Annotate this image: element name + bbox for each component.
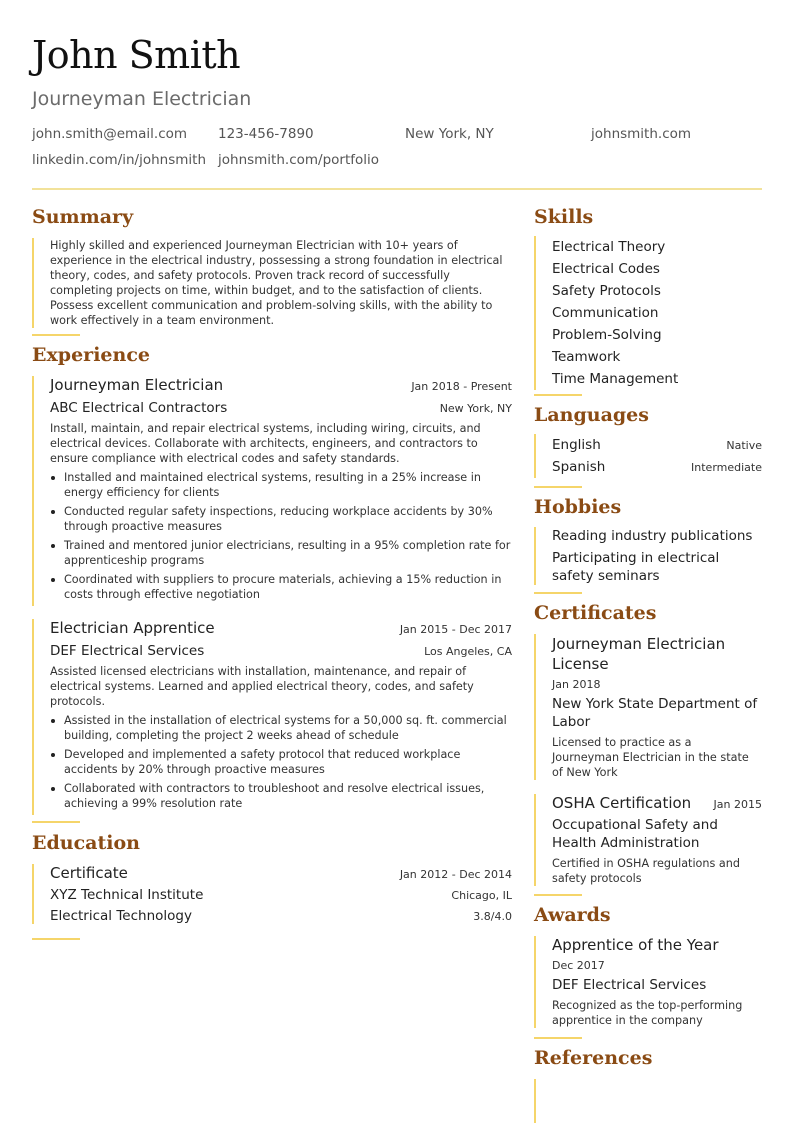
language-level: Native [726,439,762,452]
language-level: Intermediate [691,461,762,474]
contact-location: New York, NY [405,126,494,142]
job-2-dates: Jan 2015 - Dec 2017 [399,623,512,636]
award-date: Dec 2017 [552,959,605,972]
skills-heading: Skills [534,206,594,228]
experience-underline [32,821,80,823]
education-section [32,864,512,924]
job-1-location: New York, NY [439,402,512,415]
certificate-2-date: Jan 2015 [713,798,762,811]
contact-email[interactable]: john.smith@email.com [32,126,188,142]
certificates-underline [534,894,582,896]
job-1-description: Install, maintain, and repair electrical systems, including wiring, circuits, and electrical devices. Collaborate with architects, engineers, and contractors to ensure compliance with electrical codes and safety standards. [50,422,481,465]
job-1-dates: Jan 2018 - Present [411,380,512,393]
skill-item: Time Management [552,371,679,387]
experience-job-2 [32,619,512,815]
summary-heading: Summary [32,206,134,228]
skill-item: Communication [552,305,659,321]
summary-section [32,238,512,328]
awards-underline [534,1037,582,1039]
references-heading: References [534,1047,653,1069]
list-item: Assisted in the installation of electrical systems for a 50,000 sq. ft. commercial building, completing the project 2 weeks ahead of schedule [50,713,512,743]
education-heading: Education [32,832,140,854]
language-name: Spanish [552,459,606,475]
contact-portfolio[interactable]: johnsmith.com/portfolio [218,152,380,168]
skills-underline [534,394,582,396]
certificate-1-issuer: New York State Department of Labor [552,696,758,730]
job-1-company: ABC Electrical Contractors [50,400,228,416]
hobby-item: Participating in electrical safety seminars [552,550,720,584]
education-school: XYZ Technical Institute [50,887,204,903]
summary-text: Highly skilled and experienced Journeyman Electrician with 10+ years of experience in the electrical industry, possessing a strong foundation in electrical theory, codes, and safety protocols. Proven track record of successfully completing projects on time, within budget, and to the satisfaction of clients. Possess excellent communication and problem-solving skills, with the ability to work effectively in a team environment. [50,239,503,327]
languages-underline [534,486,582,488]
hobby-item: Reading industry publications [552,528,753,544]
certificate-2-issuer: Occupational Safety and Health Administration [552,817,718,851]
job-2-role: Electrician Apprentice [50,619,215,637]
experience-job-1 [32,376,512,606]
skill-item: Problem-Solving [552,327,662,343]
contact-phone[interactable]: 123-456-7890 [218,126,314,142]
skill-item: Electrical Theory [552,239,666,255]
header-divider [32,188,762,190]
award-description: Recognized as the top-performing apprentice in the company [552,999,743,1027]
candidate-name: John Smith [32,33,241,77]
list-item: Coordinated with suppliers to procure materials, achieving a 15% reduction in costs through effective negotiation [50,572,512,602]
certificate-2-description: Certified in OSHA regulations and safety protocols [552,857,740,885]
contact-linkedin[interactable]: linkedin.com/in/johnsmith [32,152,207,168]
hobbies-underline [534,592,582,594]
skill-item: Electrical Codes [552,261,660,277]
job-2-bullets [50,713,512,811]
education-field: Electrical Technology [50,908,192,924]
hobbies-section [534,527,762,585]
list-item: Collaborated with contractors to troubleshoot and resolve electrical issues, achieving a 99% resolution rate [50,781,512,811]
language-name: English [552,437,601,453]
list-item: Installed and maintained electrical systems, resulting in a 25% increase in energy efficiency for clients [50,470,512,500]
awards-heading: Awards [534,904,611,926]
education-gpa: 3.8/4.0 [473,910,512,923]
contact-website[interactable]: johnsmith.com [591,126,692,142]
job-1-role: Journeyman Electrician [50,376,224,394]
job-title: Journeyman Electrician [32,88,252,110]
languages-heading: Languages [534,404,649,426]
references-section [534,1079,762,1123]
certificate-2-title: OSHA Certification [552,794,692,812]
job-2-company: DEF Electrical Services [50,643,205,659]
job-1-bullets [50,470,512,602]
skill-item: Teamwork [552,349,621,365]
job-2-description: Assisted licensed electricians with installation, maintenance, and repair of electrical systems. Learned and applied electrical theory, codes, and safety protocols. [50,665,474,708]
summary-underline [32,334,80,336]
awards-section [534,936,762,1028]
job-2-location: Los Angeles, CA [424,645,512,658]
certificate-1-description: Licensed to practice as a Journeyman Electrician in the state of New York [552,736,749,779]
award-issuer: DEF Electrical Services [552,977,707,993]
education-location: Chicago, IL [451,889,512,902]
experience-heading: Experience [32,344,150,366]
hobbies-heading: Hobbies [534,496,622,518]
certificate-1 [534,634,762,780]
list-item: Trained and mentored junior electricians, resulting in a 95% completion rate for apprenticeship programs [50,538,512,568]
list-item: Conducted regular safety inspections, reducing workplace accidents by 30% through proactive measures [50,504,512,534]
certificate-1-date: Jan 2018 [552,678,601,691]
award-title: Apprentice of the Year [552,936,719,954]
certificate-2 [534,794,762,886]
list-item: Developed and implemented a safety protocol that reduced workplace accidents by 20% through proactive measures [50,747,512,777]
skills-section [534,236,762,390]
education-underline [32,938,80,940]
education-degree: Certificate [50,864,128,882]
languages-section [534,434,762,478]
education-dates: Jan 2012 - Dec 2014 [399,868,512,881]
certificates-heading: Certificates [534,602,657,624]
skill-item: Safety Protocols [552,283,661,299]
certificate-1-title: Journeyman Electrician License [552,635,726,673]
